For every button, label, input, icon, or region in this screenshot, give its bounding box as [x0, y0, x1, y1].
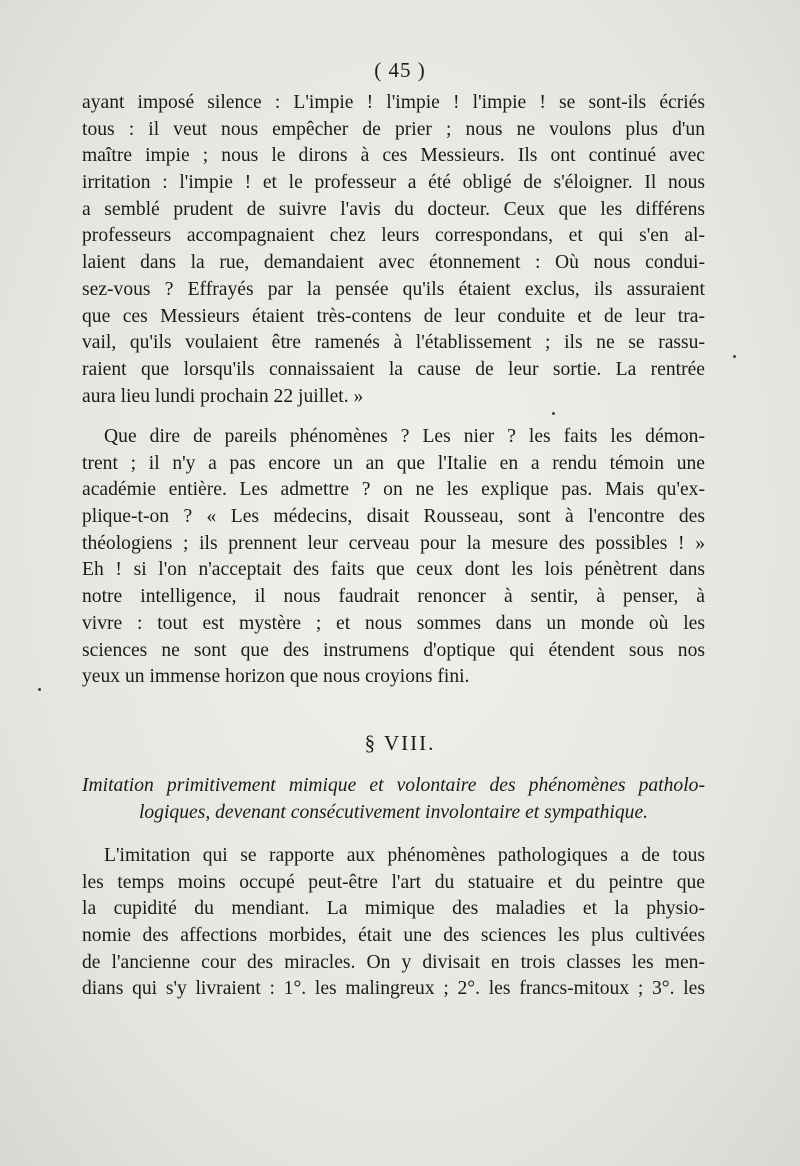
text-line: de l'ancienne cour des miracles. On y divisait en trois classes les men-: [82, 951, 705, 973]
text-line: raient que lorsqu'ils connaissaient la cause de leur sortie. La rentrée: [82, 358, 705, 380]
text-line: L'imitation qui se rapporte aux phénomènes pathologiques a de tous: [104, 845, 705, 866]
text-line: Que dire de pareils phénomènes ? Les nier ? les faits les démon-: [104, 426, 705, 447]
section-subtitle: [82, 772, 705, 825]
text-line: professeurs accompagnaient chez leurs correspondans, et qui s'en al-: [82, 225, 705, 247]
text-line: tous : il veut nous empêcher de prier ; nous ne voulons plus d'un: [82, 118, 705, 140]
text-line: irritation : l'impie ! et le professeur a été obligé de s'éloigner. Il nous: [82, 172, 705, 194]
text-line: la cupidité du mendiant. La mimique des maladies et la physio-: [82, 898, 705, 920]
text-line: ayant imposé silence : L'impie ! l'impie ! l'impie ! se sont-ils écriés: [82, 92, 705, 113]
text-line: maître impie ; nous le dirons à ces Messieurs. Ils ont continué avec: [82, 145, 705, 167]
paper-speck: [38, 688, 41, 691]
text-line: yeux un immense horizon que nous croyions fini.: [82, 666, 470, 688]
section-heading: § VIII.: [364, 731, 436, 755]
text-line: sez-vous ? Effrayés par la pensée qu'ils étaient exclus, ils assuraient: [82, 278, 705, 300]
text-line: aura lieu lundi prochain 22 juillet. »: [82, 385, 364, 407]
paragraph-2: [82, 424, 705, 691]
paper-speck: [733, 355, 736, 358]
text-line: notre intelligence, il nous faudrait renoncer à sentir, à penser, à: [82, 586, 705, 608]
page-number: ( 45 ): [374, 58, 426, 82]
text-line: a semblé prudent de suivre l'avis du docteur. Ceux que les différens: [82, 198, 705, 220]
text-line: Eh ! si l'on n'acceptait des faits que ceux dont les lois pénètrent dans: [82, 559, 705, 581]
subtitle-line: logiques, devenant consécutivement involontaire et sympathique.: [138, 801, 649, 823]
text-line: vivre : tout est mystère ; et nous sommes dans un monde où les: [82, 612, 705, 634]
text-line: que ces Messieurs étaient très-contens de leur conduite et de leur tra-: [82, 305, 705, 327]
subtitle-line: Imitation primitivement mimique et volontaire des phénomènes patholo-: [82, 775, 705, 796]
text-line: laient dans la rue, demandaient avec étonnement : Où nous condui-: [82, 252, 705, 274]
text-line: nomie des affections morbides, était une des sciences les plus cultivées: [82, 925, 705, 947]
paragraph-1: [82, 90, 705, 410]
text-line: plique-t-on ? « Les médecins, disait Rousseau, sont à l'encontre des: [82, 506, 705, 528]
text-line: trent ; il n'y a pas encore un an que l'Italie en a rendu témoin une: [82, 452, 705, 474]
paper-speck: [552, 412, 555, 415]
text-line: sciences ne sont que des instrumens d'optique qui étendent sous nos: [82, 639, 705, 661]
text-line: académie entière. Les admettre ? on ne les explique pas. Mais qu'ex-: [82, 479, 705, 501]
paragraph-3: [82, 843, 705, 1003]
text-line: vail, qu'ils voulaient être ramenés à l'établissement ; ils ne se rassu-: [82, 332, 705, 354]
text-line: dians qui s'y livraient : 1°. les malingreux ; 2°. les francs-mitoux ; 3°. les: [82, 978, 705, 1000]
text-line: théologiens ; ils prennent leur cerveau pour la mesure des possibles ! »: [82, 532, 705, 554]
text-line: les temps moins occupé peut-être l'art du statuaire et du peintre que: [82, 871, 705, 893]
